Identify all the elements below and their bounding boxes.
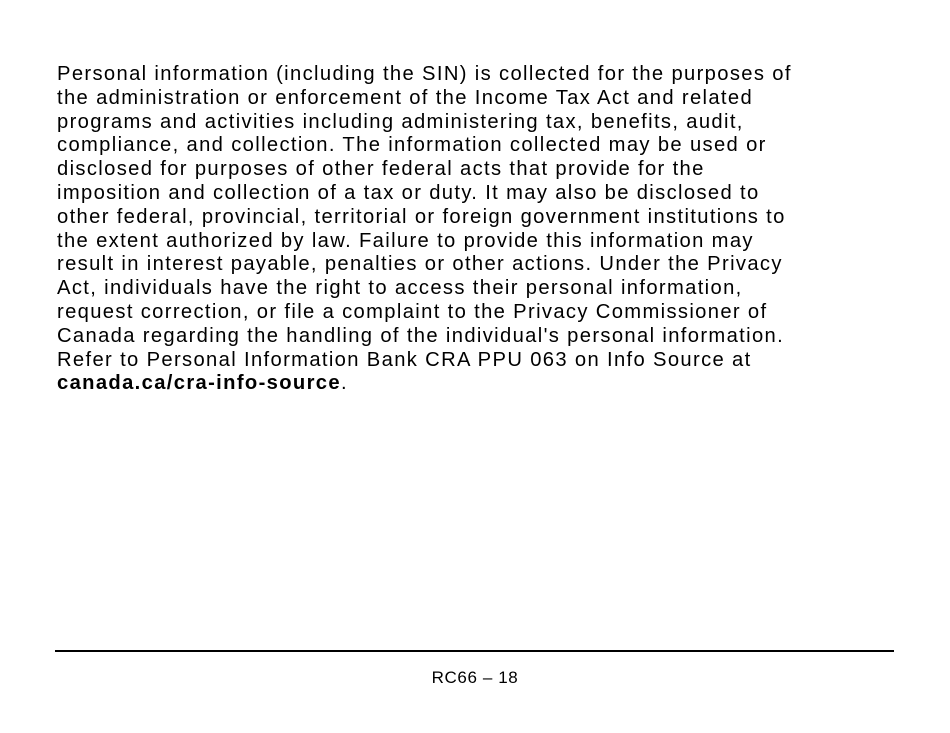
page-number: RC66 – 18 [431,668,519,687]
paragraph-line: other federal, provincial, territorial or foreign government institutions to [57,205,786,228]
paragraph-line: Act, individuals have the right to access their personal information, [57,277,743,300]
paragraph-line: request correction, or file a complaint to the Privacy Commissioner of [57,300,768,323]
paragraph-line: the extent authorized by law. Failure to provide this information may [57,229,754,252]
paragraph-line: the administration or enforcement of the Income Tax Act and related [57,86,754,109]
paragraph-last-line [57,372,897,396]
paragraph-line: Canada regarding the handling of the individual's personal information. [57,324,785,347]
footer-divider [55,650,894,652]
paragraph-line: Personal information (including the SIN) is collected for the purposes of [57,63,792,85]
info-source-link[interactable]: canada.ca/cra-info-source [57,372,341,395]
sentence-period: . [340,372,348,395]
paragraph-line: Refer to Personal Information Bank CRA PPU 063 on Info Source at [57,348,752,371]
paragraph-line: disclosed for purposes of other federal acts that provide for the [57,158,705,181]
paragraph-line: imposition and collection of a tax or duty. It may also be disclosed to [57,181,760,204]
paragraph-line: result in interest payable, penalties or other actions. Under the Privacy [57,253,783,276]
paragraph-line: programs and activities including administering tax, benefits, audit, [57,110,744,133]
paragraph-line: compliance, and collection. The information collected may be used or [57,134,767,157]
privacy-notice-paragraph [57,63,897,396]
